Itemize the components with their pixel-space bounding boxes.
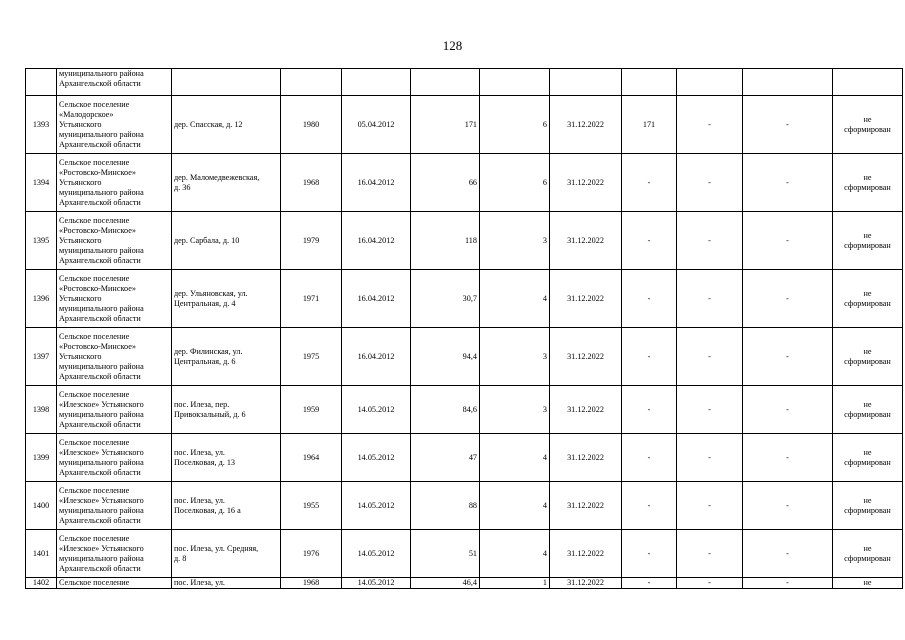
- settlement-name-cell: Сельское поселение «Ростовско-Минское» Устьянского муниципального района Архангельской области: [57, 328, 172, 386]
- table-row: [26, 212, 903, 270]
- table-row: [26, 578, 903, 589]
- settlement-name-cell: Сельское поселение «Илезское» Устьянского муниципального района Архангельской области: [57, 386, 172, 434]
- recognition-date-cell: 14.05.2012: [342, 434, 411, 482]
- house-area-cell: 30,7: [411, 270, 480, 328]
- column-value-cell: -: [743, 530, 833, 578]
- house-area-cell: 51: [411, 530, 480, 578]
- settlement-name-cell: Сельское поселение: [57, 578, 172, 589]
- column-value-cell: -: [743, 328, 833, 386]
- column-value-cell: -: [677, 212, 743, 270]
- program-status-cell: не сформирован: [833, 270, 903, 328]
- recognition-date-cell: 14.05.2012: [342, 530, 411, 578]
- relocated-area-cell: -: [622, 578, 677, 589]
- planned-relocation-date-cell: 31.12.2022: [550, 434, 622, 482]
- row-number-cell: 1397: [26, 328, 57, 386]
- program-status-cell: не сформирован: [833, 96, 903, 154]
- construction-year-cell: 1976: [281, 530, 342, 578]
- program-status-cell: [833, 69, 903, 96]
- relocated-area-cell: -: [622, 482, 677, 530]
- planned-relocation-date-cell: 31.12.2022: [550, 212, 622, 270]
- column-value-cell: -: [677, 154, 743, 212]
- housing-registry-table: [25, 68, 903, 589]
- construction-year-cell: 1971: [281, 270, 342, 328]
- program-status-cell: не сформирован: [833, 386, 903, 434]
- program-status-cell: не сформирован: [833, 328, 903, 386]
- column-value-cell: -: [743, 386, 833, 434]
- column-value-cell: -: [743, 212, 833, 270]
- recognition-date-cell: 14.05.2012: [342, 578, 411, 589]
- column-value-cell: -: [743, 154, 833, 212]
- settlement-name-cell: Сельское поселение «Илезское» Устьянского муниципального района Архангельской области: [57, 530, 172, 578]
- column-value-cell: -: [743, 96, 833, 154]
- page-number: 128: [442, 38, 463, 53]
- column-value-cell: [677, 69, 743, 96]
- house-address-cell: пос. Илеза, ул. Поселковая, д. 13: [172, 434, 281, 482]
- row-number-cell: 1393: [26, 96, 57, 154]
- relocated-area-cell: -: [622, 434, 677, 482]
- house-area-cell: 46,4: [411, 578, 480, 589]
- table-row: [26, 328, 903, 386]
- column-value-cell: -: [677, 386, 743, 434]
- residents-count-cell: 4: [480, 482, 550, 530]
- settlement-name-cell: Сельское поселение «Ростовско-Минское» Устьянского муниципального района Архангельской области: [57, 212, 172, 270]
- planned-relocation-date-cell: 31.12.2022: [550, 578, 622, 589]
- house-area-cell: 47: [411, 434, 480, 482]
- house-area-cell: 66: [411, 154, 480, 212]
- program-status-cell: не сформирован: [833, 154, 903, 212]
- construction-year-cell: 1980: [281, 96, 342, 154]
- column-value-cell: -: [677, 270, 743, 328]
- recognition-date-cell: 16.04.2012: [342, 270, 411, 328]
- house-address-cell: пос. Илеза, ул. Средняя, д. 8: [172, 530, 281, 578]
- column-value-cell: -: [677, 578, 743, 589]
- construction-year-cell: 1975: [281, 328, 342, 386]
- table-row: [26, 482, 903, 530]
- table-row: [26, 270, 903, 328]
- house-address-cell: пос. Илеза, ул.: [172, 578, 281, 589]
- house-address-cell: дер. Сарбала, д. 10: [172, 212, 281, 270]
- construction-year-cell: 1964: [281, 434, 342, 482]
- column-value-cell: -: [677, 96, 743, 154]
- column-value-cell: [743, 69, 833, 96]
- recognition-date-cell: 14.05.2012: [342, 482, 411, 530]
- settlement-name-cell: муниципального района Архангельской области: [57, 69, 172, 96]
- column-value-cell: -: [743, 270, 833, 328]
- relocated-area-cell: -: [622, 212, 677, 270]
- construction-year-cell: 1979: [281, 212, 342, 270]
- table-row: [26, 386, 903, 434]
- house-area-cell: 84,6: [411, 386, 480, 434]
- table-row: [26, 154, 903, 212]
- house-area-cell: 94,4: [411, 328, 480, 386]
- column-value-cell: -: [677, 434, 743, 482]
- recognition-date-cell: 16.04.2012: [342, 154, 411, 212]
- construction-year-cell: 1968: [281, 154, 342, 212]
- house-address-cell: дер. Филинская, ул. Центральная, д. 6: [172, 328, 281, 386]
- column-value-cell: -: [677, 328, 743, 386]
- residents-count-cell: [480, 69, 550, 96]
- planned-relocation-date-cell: 31.12.2022: [550, 270, 622, 328]
- settlement-name-cell: Сельское поселение «Малодорское» Устьянского муниципального района Архангельской области: [57, 96, 172, 154]
- relocated-area-cell: -: [622, 386, 677, 434]
- table-row: [26, 530, 903, 578]
- program-status-cell: не сформирован: [833, 434, 903, 482]
- row-number-cell: 1400: [26, 482, 57, 530]
- planned-relocation-date-cell: 31.12.2022: [550, 154, 622, 212]
- residents-count-cell: 4: [480, 270, 550, 328]
- residents-count-cell: 4: [480, 530, 550, 578]
- row-number-cell: 1394: [26, 154, 57, 212]
- column-value-cell: -: [743, 434, 833, 482]
- row-number-cell: 1401: [26, 530, 57, 578]
- row-number-cell: 1399: [26, 434, 57, 482]
- table-row: [26, 96, 903, 154]
- column-value-cell: -: [743, 482, 833, 530]
- row-number-cell: [26, 69, 57, 96]
- residents-count-cell: 4: [480, 434, 550, 482]
- row-number-cell: 1398: [26, 386, 57, 434]
- house-address-cell: дер. Маломедвежевская, д. 36: [172, 154, 281, 212]
- program-status-cell: не сформирован: [833, 530, 903, 578]
- construction-year-cell: 1955: [281, 482, 342, 530]
- recognition-date-cell: 14.05.2012: [342, 386, 411, 434]
- relocated-area-cell: 171: [622, 96, 677, 154]
- column-value-cell: -: [677, 482, 743, 530]
- planned-relocation-date-cell: 31.12.2022: [550, 386, 622, 434]
- house-area-cell: [411, 69, 480, 96]
- relocated-area-cell: -: [622, 154, 677, 212]
- program-status-cell: не сформирован: [833, 482, 903, 530]
- table-body: [26, 69, 903, 589]
- house-area-cell: 171: [411, 96, 480, 154]
- recognition-date-cell: [342, 69, 411, 96]
- relocated-area-cell: [622, 69, 677, 96]
- row-number-cell: 1402: [26, 578, 57, 589]
- settlement-name-cell: Сельское поселение «Илезское» Устьянского муниципального района Архангельской области: [57, 434, 172, 482]
- planned-relocation-date-cell: 31.12.2022: [550, 96, 622, 154]
- construction-year-cell: 1968: [281, 578, 342, 589]
- recognition-date-cell: 16.04.2012: [342, 328, 411, 386]
- program-status-cell: не сформирован: [833, 212, 903, 270]
- house-address-cell: пос. Илеза, пер. Привокзальный, д. 6: [172, 386, 281, 434]
- construction-year-cell: 1959: [281, 386, 342, 434]
- planned-relocation-date-cell: 31.12.2022: [550, 328, 622, 386]
- house-address-cell: дер. Ульяновская, ул. Центральная, д. 4: [172, 270, 281, 328]
- residents-count-cell: 1: [480, 578, 550, 589]
- recognition-date-cell: 05.04.2012: [342, 96, 411, 154]
- table-row: [26, 434, 903, 482]
- settlement-name-cell: Сельское поселение «Ростовско-Минское» Устьянского муниципального района Архангельской области: [57, 154, 172, 212]
- relocated-area-cell: -: [622, 270, 677, 328]
- residents-count-cell: 3: [480, 386, 550, 434]
- planned-relocation-date-cell: 31.12.2022: [550, 530, 622, 578]
- residents-count-cell: 3: [480, 328, 550, 386]
- table-row: [26, 69, 903, 96]
- settlement-name-cell: Сельское поселение «Ростовско-Минское» Устьянского муниципального района Архангельской области: [57, 270, 172, 328]
- relocated-area-cell: -: [622, 530, 677, 578]
- residents-count-cell: 6: [480, 154, 550, 212]
- program-status-cell: не: [833, 578, 903, 589]
- planned-relocation-date-cell: [550, 69, 622, 96]
- house-area-cell: 88: [411, 482, 480, 530]
- residents-count-cell: 3: [480, 212, 550, 270]
- construction-year-cell: [281, 69, 342, 96]
- row-number-cell: 1396: [26, 270, 57, 328]
- row-number-cell: 1395: [26, 212, 57, 270]
- house-address-cell: [172, 69, 281, 96]
- settlement-name-cell: Сельское поселение «Илезское» Устьянского муниципального района Архангельской области: [57, 482, 172, 530]
- house-address-cell: дер. Спасская, д. 12: [172, 96, 281, 154]
- house-address-cell: пос. Илеза, ул. Поселковая, д. 16 а: [172, 482, 281, 530]
- recognition-date-cell: 16.04.2012: [342, 212, 411, 270]
- column-value-cell: -: [677, 530, 743, 578]
- house-area-cell: 118: [411, 212, 480, 270]
- residents-count-cell: 6: [480, 96, 550, 154]
- planned-relocation-date-cell: 31.12.2022: [550, 482, 622, 530]
- column-value-cell: -: [743, 578, 833, 589]
- relocated-area-cell: -: [622, 328, 677, 386]
